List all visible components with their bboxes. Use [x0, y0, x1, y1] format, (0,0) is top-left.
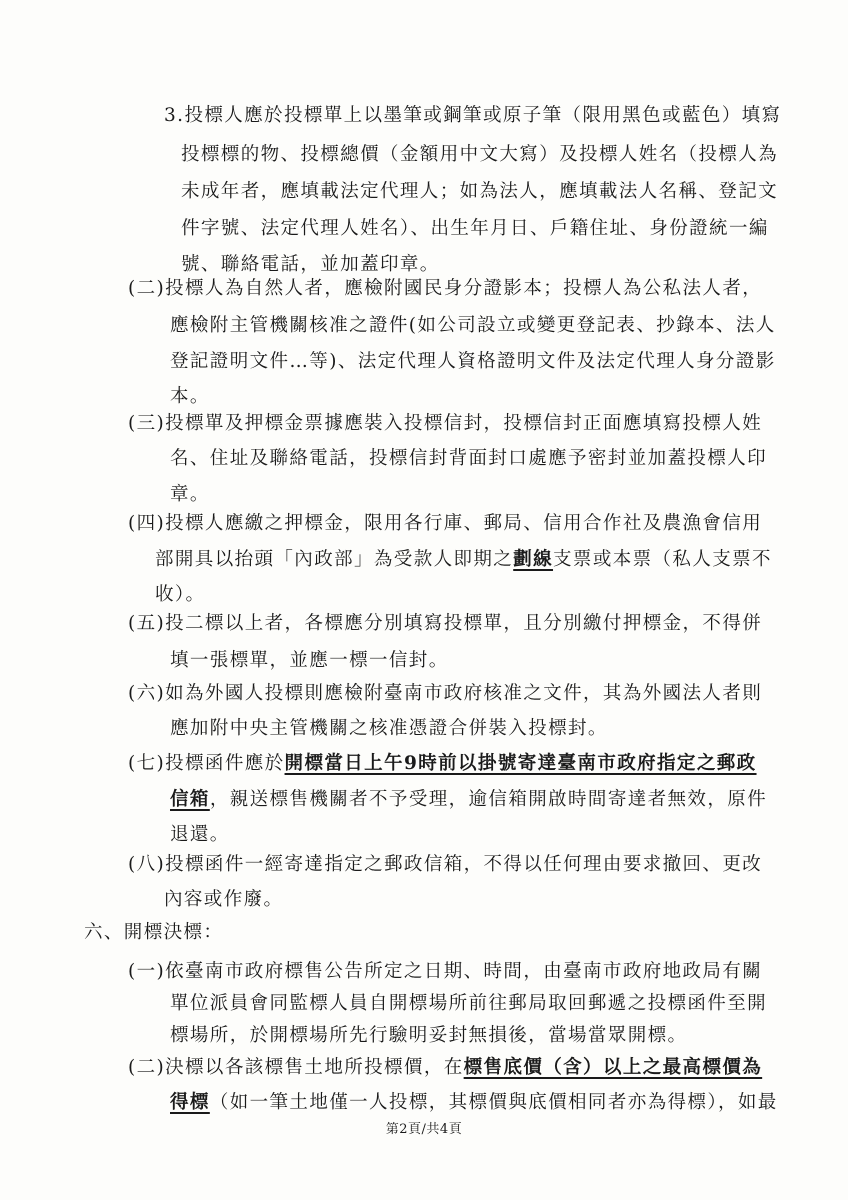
section7-line3: 退還。	[170, 824, 230, 845]
section4-line2-text-a: 部開具以抬頭「內政部」為受款人即期之	[155, 549, 514, 570]
heading-opening-awarding: 六、開標決標：	[84, 922, 224, 943]
page-number: 第2頁/共4頁	[385, 1122, 463, 1137]
section7-line2-text-b: ，親送標售機關者不予受理，逾信箱開啟時間寄達者無效，原件	[209, 789, 768, 810]
section3-line3: 章。	[170, 484, 210, 505]
section3-line1: (三)投標單及押標金票據應裝入投標信封，投標信封正面應填寫投標人姓	[128, 413, 763, 434]
opening-section1-line2: 單位派員會同監標人員自開標場所前往郵局取回郵遞之投標函件至開	[170, 993, 768, 1014]
item3-line3: 未成年者，應填載法定代理人；如為法人，應填載法人名稱、登記文	[181, 181, 779, 202]
section2-line4: 本。	[170, 386, 210, 407]
opening-section2-line1	[128, 1056, 762, 1080]
section4-line1: (四)投標人應繳之押標金，限用各行庫、郵局、信用合作社及農漁會信用	[128, 513, 763, 534]
section6-line1: (六)如為外國人投標則應檢附臺南市政府核准之文件，其為外國法人者則	[128, 683, 763, 704]
section7-line2	[170, 788, 767, 812]
section7-line1	[128, 752, 757, 776]
section4-line2-text-c: 支票或本票（私人支票不	[553, 549, 772, 570]
mailbox-emphasis: 信箱	[170, 789, 210, 810]
item3-line4: 件字號、法定代理人姓名）、出生年月日、戶籍住址、身份證統一編	[181, 218, 769, 239]
section8-line1: (八)投標函件一經寄達指定之郵政信箱，不得以任何理由要求撤回、更改	[128, 854, 763, 875]
opening-section1-line1: (一)依臺南市政府標售公告所定之日期、時間，由臺南市政府地政局有關	[128, 961, 763, 982]
section5-line1: (五)投二標以上者，各標應分別填寫投標單，且分別繳付押標金，不得併	[128, 613, 763, 634]
item3-line1: 3.投標人應於投標單上以墨筆或鋼筆或原子筆（限用黑色或藍色）填寫	[164, 105, 782, 126]
section6-line2: 應加附中央主管機關之核准憑證合併裝入投標封。	[170, 718, 608, 739]
opening-section2-line1-text-a: (二)決標以各該標售土地所投標價，在	[128, 1057, 464, 1078]
section2-line2: 應檢附主管機關核准之證件(如公司設立或變更登記表、抄錄本、法人	[170, 315, 776, 336]
item3-line2: 投標標的物、投標總價（金額用中文大寫）及投標人姓名（投標人為	[181, 144, 779, 165]
item3-line5: 號、聯絡電話，並加蓋印章。	[181, 254, 440, 275]
section7-line1-text-a: (七)投標函件應於	[128, 753, 285, 774]
section4-line3: 收）。	[155, 584, 206, 605]
opening-section1-line3: 標場所，於開標場所先行驗明妥封無損後，當場當眾開標。	[170, 1025, 688, 1046]
opening-section2-line2	[170, 1091, 778, 1115]
highest-bid-emphasis: 標售底價（含）以上之最高標價為	[463, 1057, 763, 1078]
section2-line1: (二)投標人為自然人者，應檢附國民身分證影本；投標人為公私法人者，	[128, 278, 763, 299]
opening-section2-line2-text-b: （如一筆土地僅一人投標，其標價與底價相同者亦為得標），如最	[209, 1092, 778, 1113]
section4-line2	[155, 548, 772, 572]
crossed-check-emphasis: 劃線	[513, 549, 554, 570]
section3-line2: 名、住址及聯絡電話，投標信封背面封口處應予密封並加蓋投標人印	[170, 448, 768, 469]
mailing-deadline-emphasis: 開標當日上午9時前以掛號寄達臺南市政府指定之郵政	[284, 753, 757, 774]
winning-bid-emphasis: 得標	[170, 1092, 210, 1113]
section5-line2: 填一張標單，並應一標一信封。	[170, 650, 449, 671]
section8-line2: 內容或作廢。	[164, 889, 284, 910]
section2-line3: 登記證明文件…等)、法定代理人資格證明文件及法定代理人身分證影	[170, 351, 776, 372]
